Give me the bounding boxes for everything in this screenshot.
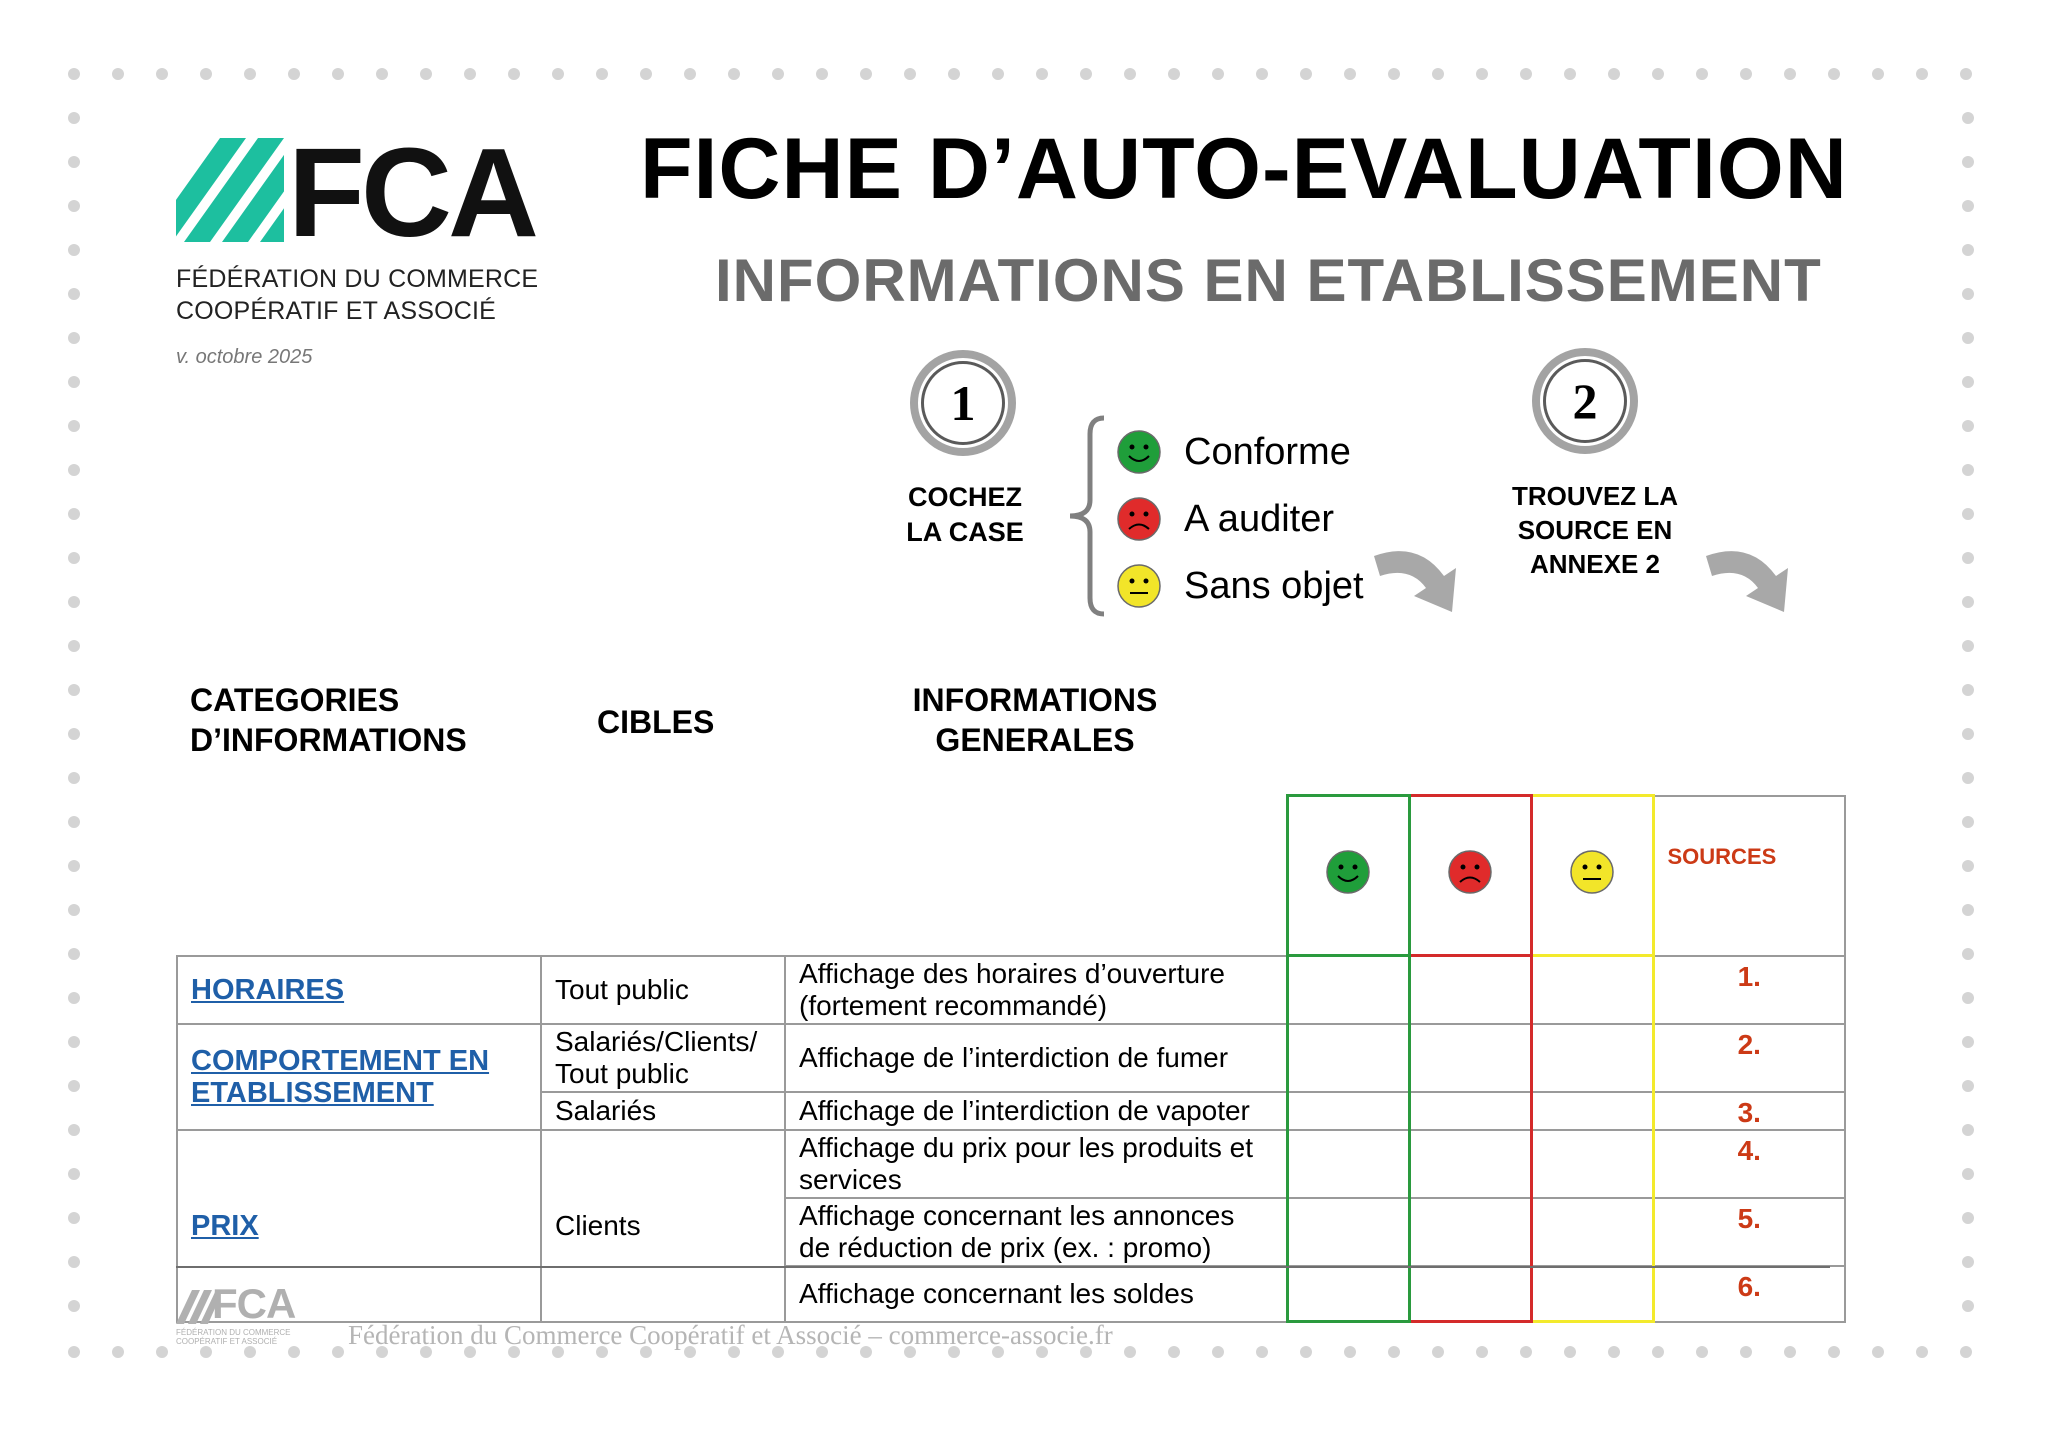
footer-logo-text: FCA (212, 1280, 296, 1327)
category-horaires[interactable]: HORAIRES (177, 956, 541, 1024)
border-dot (1962, 112, 1974, 124)
border-dot (68, 948, 80, 960)
page-title: FICHE D’AUTO-EVALUATION (640, 121, 1848, 217)
smiley-green-icon (1116, 429, 1162, 475)
border-dot (1388, 68, 1400, 80)
checkbox-sans-objet[interactable] (1531, 1092, 1653, 1130)
border-dot (1520, 1346, 1532, 1358)
border-dot (68, 1080, 80, 1092)
border-dot (68, 200, 80, 212)
border-dot (1962, 1124, 1974, 1136)
border-dot (948, 68, 960, 80)
checkbox-conforme[interactable] (1287, 1092, 1409, 1130)
border-dot (156, 1346, 168, 1358)
border-dot (1916, 68, 1928, 80)
border-dot (1696, 68, 1708, 80)
footer-federation: FÉDÉRATION DU COMMERCE COOPÉRATIF ET ASSOCIÉ (176, 1328, 291, 1346)
border-dot (1962, 464, 1974, 476)
border-dot (1300, 68, 1312, 80)
fca-logo (176, 122, 556, 263)
source-number: 3. (1653, 1092, 1845, 1130)
info-cell: Affichage des horaires d’ouverture (fortement recommandé) (785, 956, 1287, 1024)
neutral-yellow-icon (1569, 849, 1615, 895)
border-dot (68, 508, 80, 520)
checkbox-conforme[interactable] (1287, 1198, 1409, 1266)
border-dot (1168, 1346, 1180, 1358)
border-dot (68, 244, 80, 256)
border-dot (68, 596, 80, 608)
footer-text: Fédération du Commerce Coopératif et Associé – commerce-associe.fr (348, 1320, 1113, 1350)
table-row (177, 1130, 1845, 1198)
border-dot (1962, 596, 1974, 608)
header-cell-conforme (1287, 796, 1409, 956)
border-dot (1036, 68, 1048, 80)
border-dot (68, 1256, 80, 1268)
header-cell-a-auditer (1409, 796, 1531, 956)
version-label: v. octobre 2025 (176, 346, 313, 368)
border-dot (1962, 772, 1974, 784)
header-informations: INFORMATIONS GENERALES (912, 682, 1158, 758)
footer-logo (176, 1280, 306, 1348)
border-dot (68, 68, 80, 80)
border-dot (1740, 1346, 1752, 1358)
border-dot (1962, 508, 1974, 520)
federation-name (176, 263, 538, 327)
checkbox-sans-objet[interactable] (1531, 956, 1653, 1024)
border-dot (816, 68, 828, 80)
cible-cell: Tout public (541, 956, 785, 1024)
border-dot (1300, 1346, 1312, 1358)
border-dot (1962, 948, 1974, 960)
border-dot (1962, 244, 1974, 256)
border-dot (1962, 904, 1974, 916)
border-dot (508, 68, 520, 80)
border-dot (1962, 376, 1974, 388)
border-dot (68, 1036, 80, 1048)
border-dot (1608, 68, 1620, 80)
border-dot (596, 68, 608, 80)
checkbox-conforme[interactable] (1287, 1266, 1409, 1322)
checkbox-sans-objet[interactable] (1531, 1266, 1653, 1322)
smiley-green-icon (1325, 849, 1371, 895)
border-dot (68, 904, 80, 916)
step-1-instruction: COCHEZ LA CASE (906, 482, 1024, 547)
border-dot (1608, 1346, 1620, 1358)
border-dot (1696, 1346, 1708, 1358)
border-dot (1212, 1346, 1224, 1358)
border-dot (244, 68, 256, 80)
border-dot (1962, 288, 1974, 300)
border-dot (1564, 1346, 1576, 1358)
border-dot (68, 1346, 80, 1358)
border-dot (1080, 68, 1092, 80)
evaluation-table (176, 794, 1846, 1323)
checkbox-conforme[interactable] (1287, 1130, 1409, 1198)
border-dot (1344, 1346, 1356, 1358)
border-dot (332, 1346, 344, 1358)
info-cell: Affichage de l’interdiction de fumer (785, 1024, 1287, 1092)
border-dot (1124, 68, 1136, 80)
border-dot (68, 1212, 80, 1224)
border-dot (1256, 68, 1268, 80)
border-dot (68, 420, 80, 432)
header-cibles: CIBLES (597, 704, 715, 740)
logo-text: FCA (288, 122, 535, 263)
border-dot (68, 992, 80, 1004)
border-dot (68, 772, 80, 784)
border-dot (1344, 68, 1356, 80)
border-dot (1168, 68, 1180, 80)
border-dot (68, 728, 80, 740)
border-dot (112, 1346, 124, 1358)
border-dot (1962, 1300, 1974, 1312)
border-dot (1872, 1346, 1884, 1358)
border-dot (992, 68, 1004, 80)
border-dot (1962, 332, 1974, 344)
border-dot (1960, 68, 1972, 80)
border-dot (1962, 1080, 1974, 1092)
source-number: 6. (1653, 1266, 1845, 1322)
border-dot (68, 816, 80, 828)
border-dot (1784, 68, 1796, 80)
border-dot (68, 464, 80, 476)
border-dot (1962, 684, 1974, 696)
border-dot (464, 68, 476, 80)
cible-cell: Salariés (541, 1092, 785, 1130)
border-dot (200, 68, 212, 80)
checkbox-conforme[interactable] (1287, 1024, 1409, 1092)
checkbox-a-auditer[interactable] (1409, 1130, 1531, 1198)
cible-cell: Clients (541, 1130, 785, 1322)
border-dot (68, 376, 80, 388)
source-number: 5. (1653, 1198, 1845, 1266)
border-dot (68, 1124, 80, 1136)
border-dot (1960, 1346, 1972, 1358)
border-dot (1962, 1256, 1974, 1268)
checkbox-a-auditer[interactable] (1409, 1198, 1531, 1266)
border-dot (1962, 1168, 1974, 1180)
border-dot (1962, 156, 1974, 168)
border-dot (772, 68, 784, 80)
border-dot (1962, 992, 1974, 1004)
border-dot (860, 68, 872, 80)
border-dot (1962, 200, 1974, 212)
checkbox-a-auditer[interactable] (1409, 1024, 1531, 1092)
border-dot (68, 288, 80, 300)
federation-line-2: COOPÉRATIF ET ASSOCIÉ (176, 297, 497, 325)
border-dot (1962, 860, 1974, 872)
header-sources: SOURCES (1653, 796, 1845, 956)
border-dot (552, 68, 564, 80)
fca-stripes-icon (176, 1290, 216, 1324)
border-dot (68, 1168, 80, 1180)
checkbox-sans-objet[interactable] (1531, 1024, 1653, 1092)
legend-conforme: Conforme (1116, 427, 1351, 477)
footer-divider (176, 1266, 1830, 1268)
border-dot (1212, 68, 1224, 80)
step-1-badge: 1 (910, 350, 1016, 456)
border-dot (1828, 1346, 1840, 1358)
brace-icon (1060, 414, 1120, 618)
border-dot (1256, 1346, 1268, 1358)
border-dot (640, 68, 652, 80)
border-dot (1962, 420, 1974, 432)
border-dot (1652, 1346, 1664, 1358)
border-dot (1872, 68, 1884, 80)
frown-red-icon (1447, 849, 1493, 895)
category-comportement[interactable]: COMPORTEMENT EN ETABLISSEMENT (177, 1024, 541, 1130)
border-dot (68, 684, 80, 696)
border-dot (332, 68, 344, 80)
border-dot (1784, 1346, 1796, 1358)
border-dot (68, 1300, 80, 1312)
border-dot (1432, 1346, 1444, 1358)
federation-line-1: FÉDÉRATION DU COMMERCE (176, 265, 539, 293)
border-dot (68, 640, 80, 652)
border-dot (1962, 1036, 1974, 1048)
border-dot (1828, 68, 1840, 80)
checkbox-sans-objet[interactable] (1531, 1130, 1653, 1198)
border-dot (1962, 552, 1974, 564)
checkbox-a-auditer[interactable] (1409, 1092, 1531, 1130)
curved-arrow-icon (1702, 530, 1812, 614)
checkbox-conforme[interactable] (1287, 956, 1409, 1024)
table-row (177, 1024, 1845, 1092)
category-prix[interactable]: PRIX (177, 1130, 541, 1322)
info-cell: Affichage concernant les soldes (785, 1266, 1287, 1322)
curved-arrow-icon (1370, 530, 1480, 614)
checkbox-a-auditer[interactable] (1409, 1266, 1531, 1322)
source-number: 1. (1653, 956, 1845, 1024)
border-dot (1564, 68, 1576, 80)
border-dot (156, 68, 168, 80)
source-number: 2. (1653, 1024, 1845, 1092)
border-dot (1962, 640, 1974, 652)
step-2-badge: 2 (1532, 348, 1638, 454)
border-dot (1476, 68, 1488, 80)
border-dot (68, 860, 80, 872)
border-dot (68, 156, 80, 168)
frown-red-icon (1116, 496, 1162, 542)
border-dot (288, 68, 300, 80)
border-dot (68, 112, 80, 124)
border-dot (1916, 1346, 1928, 1358)
border-dot (420, 68, 432, 80)
info-cell: Affichage concernant les annonces de réduction de prix (ex. : promo) (785, 1198, 1287, 1266)
border-dot (1962, 1212, 1974, 1224)
checkbox-a-auditer[interactable] (1409, 956, 1531, 1024)
border-dot (376, 68, 388, 80)
table-header-row (177, 796, 1845, 956)
header-cell-sans-objet (1531, 796, 1653, 956)
border-dot (1962, 816, 1974, 828)
source-number: 4. (1653, 1130, 1845, 1198)
border-dot (684, 68, 696, 80)
info-cell: Affichage de l’interdiction de vapoter (785, 1092, 1287, 1130)
border-dot (1476, 1346, 1488, 1358)
border-dot (1432, 68, 1444, 80)
border-dot (728, 68, 740, 80)
neutral-yellow-icon (1116, 563, 1162, 609)
border-dot (1520, 68, 1532, 80)
border-dot (1124, 1346, 1136, 1358)
cible-cell: Salariés/Clients/ Tout public (541, 1024, 785, 1092)
step-2-instruction: TROUVEZ LA SOURCE EN ANNEXE 2 (1511, 481, 1679, 579)
border-dot (1962, 728, 1974, 740)
info-cell: Affichage du prix pour les produits et services (785, 1130, 1287, 1198)
header-categories: CATEGORIES D’INFORMATIONS (190, 682, 467, 758)
legend-a-auditer: A auditer (1116, 494, 1334, 544)
border-dot (112, 68, 124, 80)
table-row (177, 956, 1845, 1024)
border-dot (1740, 68, 1752, 80)
border-dot (1388, 1346, 1400, 1358)
border-dot (904, 68, 916, 80)
border-dot (1652, 68, 1664, 80)
legend-sans-objet: Sans objet (1116, 561, 1364, 611)
border-dot (68, 332, 80, 344)
border-dot (68, 552, 80, 564)
page-subtitle: INFORMATIONS EN ETABLISSEMENT (715, 247, 1822, 314)
checkbox-sans-objet[interactable] (1531, 1198, 1653, 1266)
